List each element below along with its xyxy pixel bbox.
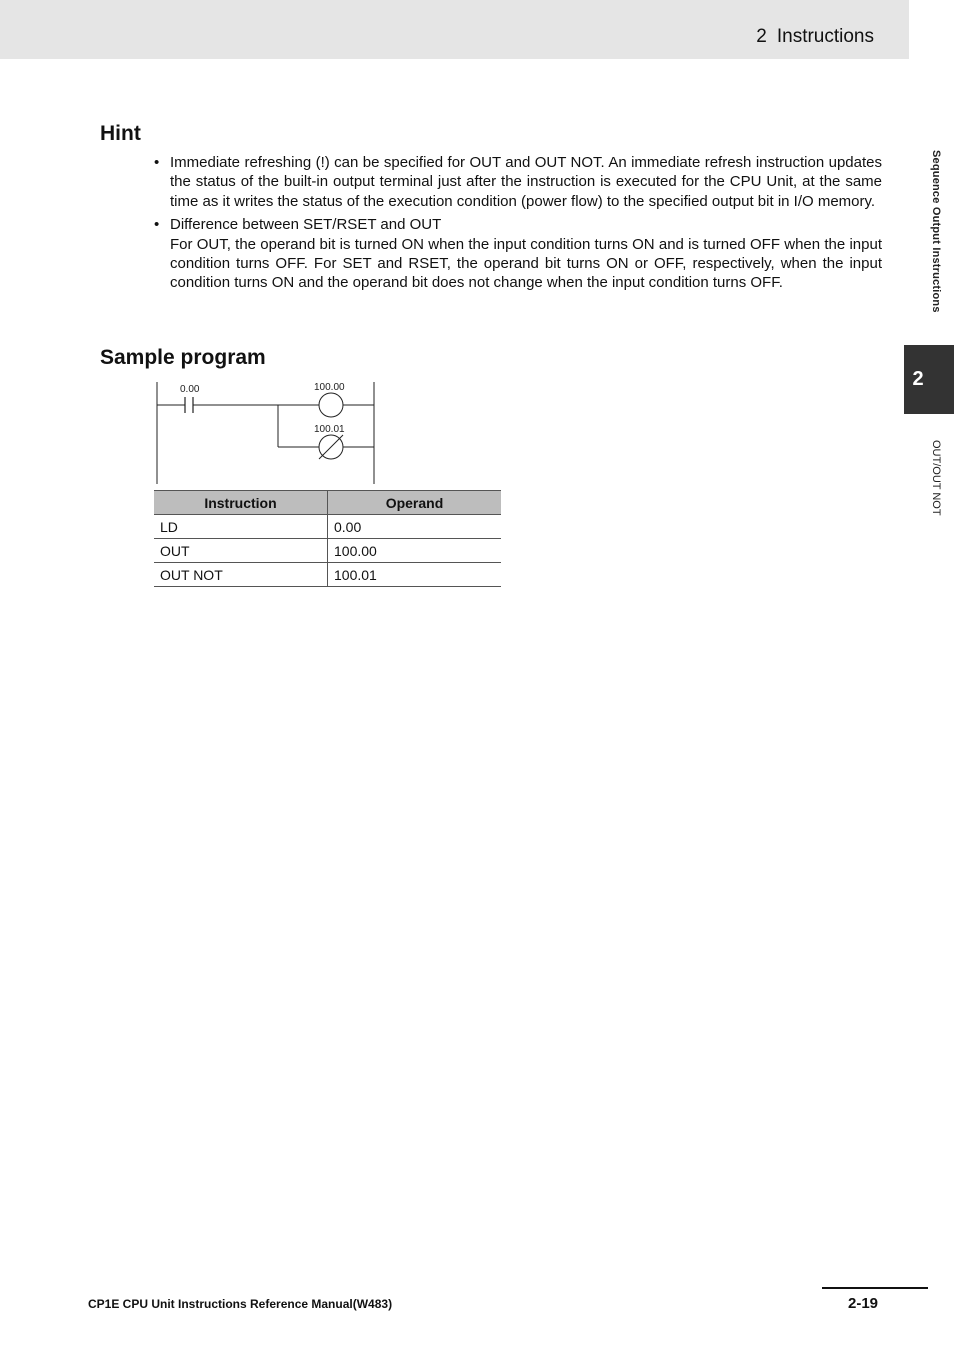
running-header: [756, 26, 874, 48]
sample-heading: Sample program: [100, 346, 266, 369]
out-coil: [319, 393, 343, 417]
page-number: 2-19: [848, 1295, 879, 1312]
operand-cell: 100.01: [328, 563, 502, 587]
instruction-cell: OUT: [154, 539, 328, 563]
column-header-instruction: Instruction: [154, 491, 328, 515]
hint-list: [154, 153, 882, 297]
hint-bullet-2: [154, 215, 882, 293]
operand-cell: 0.00: [328, 515, 502, 539]
section-number: 2: [756, 26, 767, 47]
chapter-number: 2: [912, 368, 924, 390]
hint-bullet-1-text: • Immediate refreshing (!) can be specified for OUT and OUT NOT. An immediate refresh instruction updates the status of the built-in output terminal just after the instruction is executed for the CPU Unit, at the same time as it writes the status of the execution condition (power flow) to the specified output bit in I/O memory.: [170, 154, 882, 210]
contact-label: 0.00: [180, 384, 200, 395]
table-row: [154, 563, 501, 587]
footer-rule: [822, 1287, 928, 1289]
chapter-tab: [904, 345, 954, 414]
instruction-cell: OUT NOT: [154, 563, 328, 587]
table-row: [154, 539, 501, 563]
column-header-operand: Operand: [328, 491, 502, 515]
hint-heading: Hint: [100, 122, 141, 145]
footer-manual-title: CP1E CPU Unit Instructions Reference Manual(W483): [88, 1297, 393, 1311]
side-tab-title: Sequence Output Instructions: [930, 150, 942, 313]
instruction-cell: LD: [154, 515, 328, 539]
ladder-diagram: [150, 378, 390, 488]
hint-bullet-2-text: For OUT, the operand bit is turned ON when the input condition turns ON and is turned OFF when the input condition turns OFF. For SET and RSET, the operand bit turns ON or OFF, respectively, when the input condition turns ON and the operand bit does not change when the input condition turns OFF.: [170, 235, 882, 292]
hint-bullet-2-title: • Difference between SET/RSET and OUT: [170, 216, 442, 234]
out-coil-label: 100.00: [314, 382, 345, 393]
table-header-row: [154, 491, 501, 515]
side-tab-subtitle: OUT/OUT NOT: [930, 440, 942, 516]
out-not-coil-label: 100.01: [314, 424, 345, 435]
hint-bullet-1: [154, 153, 882, 211]
operand-cell: 100.00: [328, 539, 502, 563]
mnemonic-table: [154, 490, 501, 587]
section-title: Instructions: [776, 26, 874, 47]
table-row: [154, 515, 501, 539]
